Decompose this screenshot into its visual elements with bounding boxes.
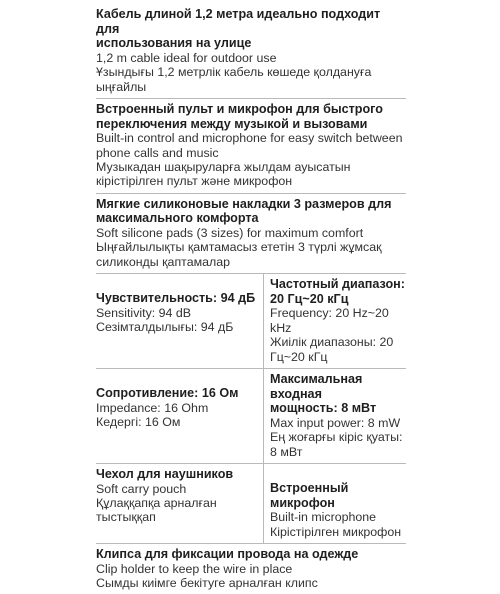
spec-impedance — [96, 369, 264, 463]
feature-title: Клипса для фиксации провода на одежде — [96, 547, 359, 562]
spec-row-pouch-mic — [96, 464, 406, 544]
feature-silicone-pads — [96, 194, 406, 274]
spec-text: Гц~20 кГц — [270, 349, 328, 364]
feature-title: Кабель длиной 1,2 метра идеально подходит для — [96, 7, 381, 36]
spec-title: 20 Гц~20 кГц — [270, 291, 349, 306]
spec-title: Частотный диапазон: — [270, 277, 405, 292]
spec-text: Құлаққапқа арналған — [96, 496, 217, 511]
spec-sensitivity — [96, 274, 264, 368]
feature-title: максимального комфорта — [96, 211, 259, 226]
feature-text: Clip holder to keep the wire in place — [96, 561, 293, 576]
feature-card — [96, 4, 406, 594]
spec-text: Max input power: 8 mW — [270, 415, 401, 430]
spec-title: Чувствительность: 94 дБ — [96, 291, 256, 306]
feature-title: Мягкие силиконовые накладки 3 размеров для — [96, 196, 392, 211]
spec-row-impedance-power — [96, 369, 406, 464]
feature-title: Встроенный пульт и микрофон для быстрого — [96, 102, 383, 116]
feature-text: Built-in control and microphone for easy switch between — [96, 131, 403, 146]
spec-carry-pouch — [96, 464, 264, 543]
spec-frequency — [264, 274, 406, 368]
spec-text: 8 мВт — [270, 444, 303, 459]
spec-text: Жиілік диапазоны: 20 — [270, 335, 394, 350]
feature-clip-holder — [96, 544, 406, 594]
feature-text: Сымды киімге бекітуге арналған клипс — [96, 576, 318, 591]
feature-text: силиконды қаптамалар — [96, 254, 231, 269]
spec-text: тыстыққап — [96, 510, 156, 525]
spec-text: Built-in microphone — [270, 510, 377, 525]
spec-title: Максимальная входная — [270, 372, 363, 401]
spec-text: Sensitivity: 94 dB — [96, 305, 192, 320]
spec-text: Soft carry pouch — [96, 481, 187, 496]
feature-text: Ыңғайлылықты қамтамасыз ететін 3 түрлі жұмсақ — [96, 240, 382, 255]
feature-text: phone calls and music — [96, 145, 219, 160]
feature-text: Ұзындығы 1,2 метрлік кабель көшеде қолдануға — [96, 65, 372, 80]
spec-text: Сезімталдылығы: 94 дБ — [96, 320, 234, 335]
spec-title: Сопротивление: 16 Ом — [96, 386, 239, 401]
spec-builtin-mic — [264, 464, 406, 543]
feature-text: 1,2 m cable ideal for outdoor use — [96, 50, 277, 65]
spec-row-sensitivity-frequency — [96, 274, 406, 369]
spec-title: Чехол для наушников — [96, 467, 234, 482]
spec-text: Frequency: 20 Hz~20 kHz — [270, 306, 389, 335]
spec-text: Impedance: 16 Ohm — [96, 400, 209, 415]
spec-text: Ең жоғарғы кіріс қуаты: — [270, 430, 403, 445]
feature-title: переключения между музыкой и вызовами — [96, 116, 368, 131]
feature-title: использования на улице — [96, 36, 252, 51]
spec-title: мощность: 8 мВт — [270, 401, 377, 416]
spec-text: Кедергі: 16 Ом — [96, 415, 181, 430]
feature-text: Soft silicone pads (3 sizes) for maximum comfort — [96, 226, 364, 240]
feature-remote-mic — [96, 99, 406, 194]
feature-text: ыңғайлы — [96, 79, 147, 94]
feature-cable-length — [96, 4, 406, 99]
feature-text: Музыкадан шақыруларға жылдам ауысатын — [96, 160, 351, 174]
spec-title: Встроенный микрофон — [270, 481, 349, 510]
feature-text: кірістірілген пульт және микрофон — [96, 174, 293, 189]
spec-max-power — [264, 369, 406, 463]
spec-text: Кірістірілген микрофон — [270, 524, 402, 539]
